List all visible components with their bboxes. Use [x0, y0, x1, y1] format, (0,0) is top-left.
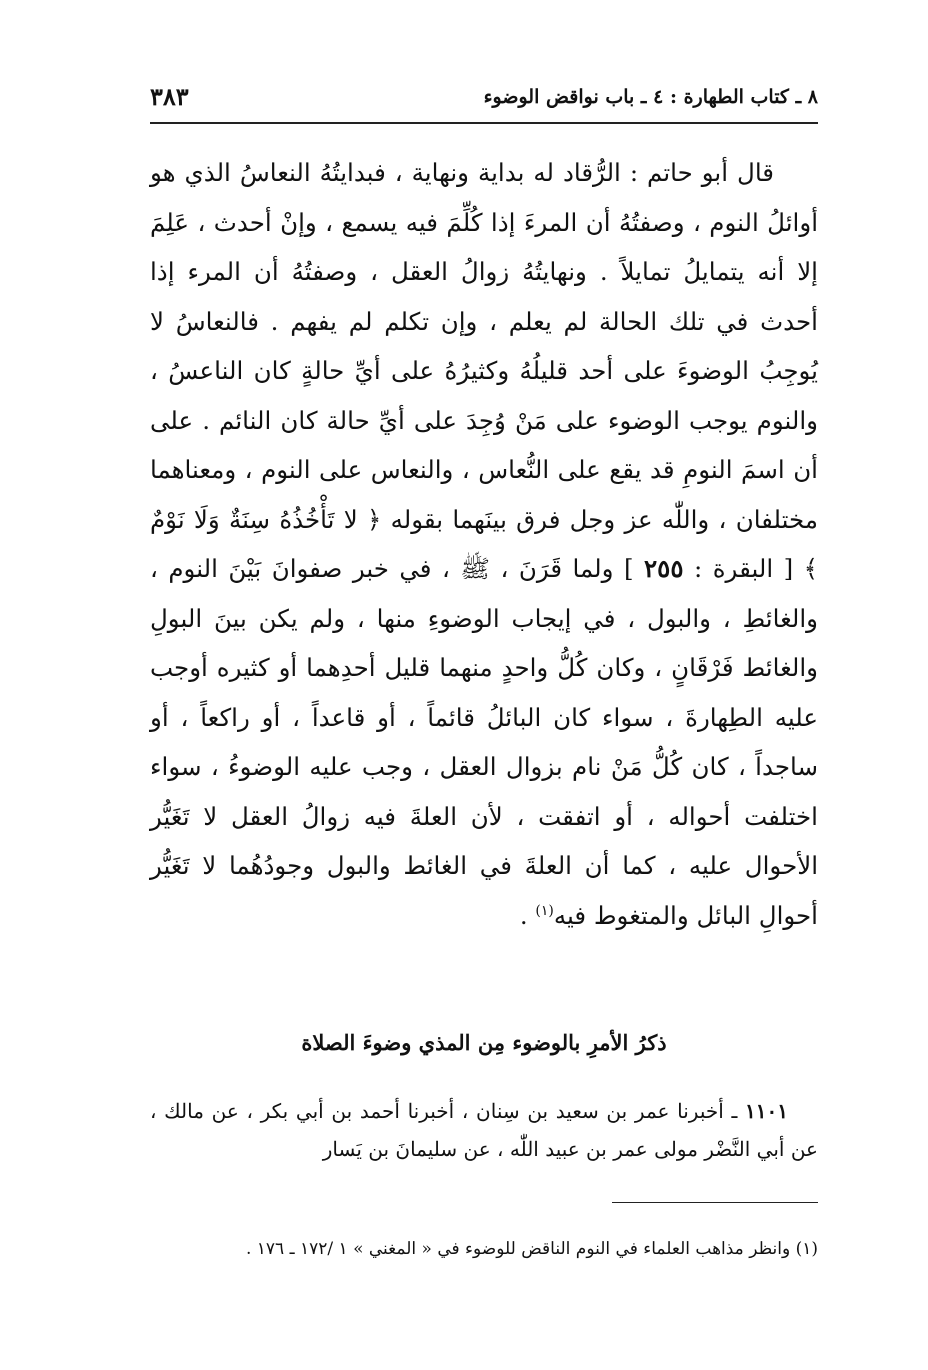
chapter-title: ٨ ـ كتاب الطهارة : ٤ ـ باب نواقض الوضوء: [483, 86, 818, 108]
main-paragraph: [150, 148, 818, 940]
footnote-reference[interactable]: (١): [535, 902, 554, 919]
hadith-number: ١١٠١: [745, 1099, 788, 1123]
hadith-entry: [150, 1092, 818, 1168]
verse-reference-number: ٢٥٥: [644, 554, 684, 583]
paragraph-text-3: .: [519, 900, 536, 930]
footnote-text: (١) وانظر مذاهب العلماء في النوم الناقض للوضوء في « المغني » ١ /١٧٢ ـ ١٧٦ .: [245, 1239, 818, 1259]
section-heading: ذكرُ الأمرِ بالوضوء مِن المذي وضوءَ الصلاة: [301, 1030, 667, 1055]
footnote-divider: [612, 1202, 818, 1203]
hadith-text: ـ أخبرنا عمر بن سعيد بن سِنان ، أخبرنا أحمد بن أبي بكر ، عن مالك ، عن أبي النَّضْر مولى عمر بن عبيد اللّٰه ، عن سليمانَ بن يَسار: [150, 1099, 818, 1161]
paragraph-text-1: قال أبو حاتم : الرُّقاد له بداية ونهاية ، فبدايتُهُ النعاسُ الذي هو أوائلُ النوم ، وصفتُهُ أن المرءَ إذا كُلِّمَ فيه يسمع ، وإنْ أحدث ، عَلِمَ إلا أنه يتمايلُ تمايلاً . ونهايتُهُ زوالُ العقل ، وصفتُهُ أن المرء إذا أحدث في تلك الحالة لم يعلم ، وإن تكلم لم يفهم . فالنعاسُ لا يُوجِبُ الوضوءَ على أحد قليلُهُ وكثيرُهُ على أيِّ حالةٍ كان الناعسُ ، والنوم يوجب الوضوء على مَنْ وُجِدَ على أيِّ حالة كان النائم . على أن اسمَ النومِ قد يقع على النُّعاس ، والنعاس على النوم ، ومعناهما مختلفان ، واللّٰه عز وجل فرق بينَهما بقوله ﴿ لا تَأْخُذُهُ سِنَةٌ وَلَا نَوْمٌ ﴾ [ البقرة :: [150, 158, 819, 583]
header-divider: [150, 122, 818, 124]
paragraph-text-2: ] ولما قَرَنَ ، ﷺ ، في خبر صفوانَ بَيْنَ النوم ، والغائطِ ، والبول ، في إيجاب الوضوءِ منها ، ولم يكن بينَ البولِ والغائط فَرْقَانٍ ، وكان كُلُّ واحدٍ منهما قليل أحدِهما أو كثيره أوجب عليه الطِهارةَ ، سواء كان البائلُ قائماً ، أو قاعداً ، أو راكعاً ، أو ساجداً ، كان كُلُّ مَنْ نام بزوال العقل ، وجب عليه الوضوءُ ، سواء اختلفت أحواله ، أو اتفقت ، لأن العلةَ فيه زوالُ العقل لا تَغَيُّر الأحوال عليه ، كما أن العلةَ في الغائط والبول وجودُهُما لا تَغَيُّر أحوالِ البائل والمتغوط فيه: [150, 554, 818, 930]
running-header: [150, 82, 818, 116]
page-number: ٣٨٣: [150, 82, 189, 111]
